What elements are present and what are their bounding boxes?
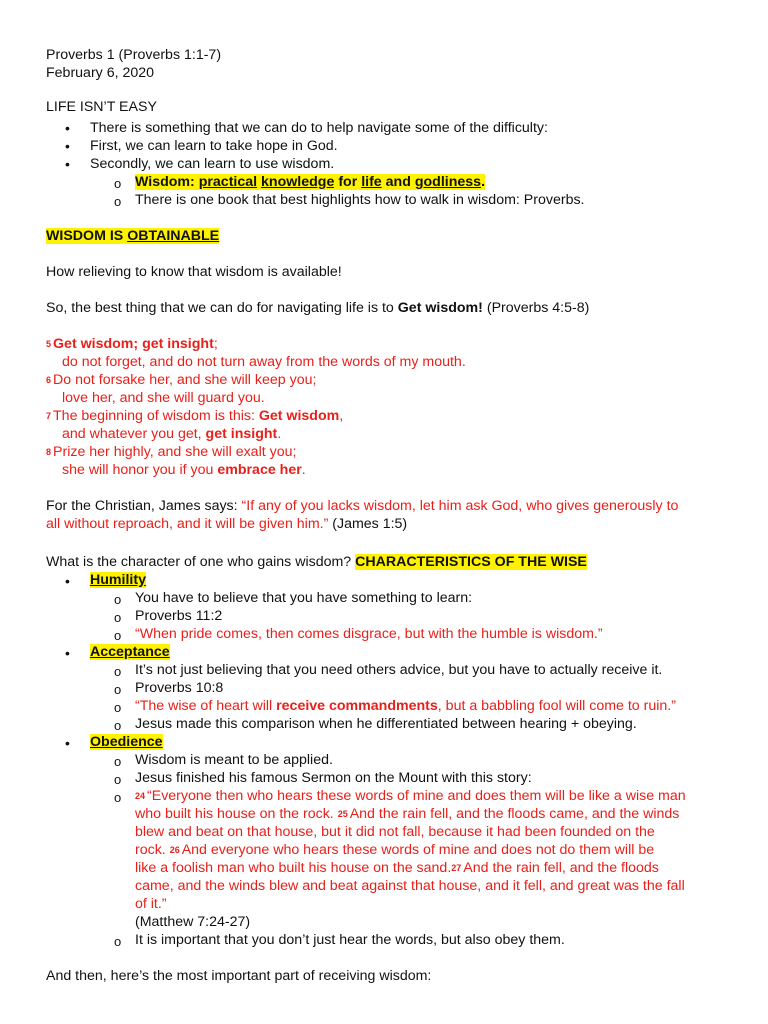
definition-word: . [481,174,486,190]
list-item: It is important that you don’t just hear the words, but also obey them. [135,932,565,948]
document-date: February 6, 2020 [46,65,155,81]
list-item: It’s not just believing that you need others advice, but you have to actually receive it. [135,662,663,678]
definition-word: for [338,174,358,190]
verse-line: 6 Do not forsake her, and she will keep you; [46,372,317,388]
james-quote-line: For the Christian, James says: “If any of you lacks wisdom, let him ask God, who gives generously to [46,498,679,514]
sub-bullet-icon [114,608,121,627]
definition-word: and [385,174,411,190]
section-heading-life: LIFE ISN’T EASY [46,99,157,115]
list-item: You have to believe that you have something to learn: [135,590,473,606]
sub-bullet-icon [114,680,121,699]
closing-paragraph: And then, here’s the most important part of receiving wisdom: [46,968,432,984]
definition-word: godliness [414,174,482,190]
matthew-reference: (Matthew 7:24-27) [135,914,251,930]
definition-word: Wisdom: [135,174,195,190]
matthew-quote-line: came, and the winds blew and beat against that house, and it fell, and great was the fall [135,878,685,894]
bullet-icon [65,644,70,662]
sub-bullet-icon [114,174,121,193]
matthew-quote-line: like a foolish man who built his house on the sand.27 And the rain fell, and the floods [135,860,659,876]
sub-bullet-icon [114,590,121,609]
list-item: Proverbs 11:2 [135,608,223,624]
bullet-icon [65,119,70,137]
verse-line: she will honor you if you embrace her. [62,462,306,478]
sub-bullet-icon [114,932,121,951]
verse-line: love her, and she will guard you. [62,390,265,406]
sub-bullet-icon [114,192,121,211]
verse-line: 8 Prize her highly, and she will exalt you; [46,444,297,460]
section-heading-characteristics: CHARACTERISTICS OF THE WISE [355,554,587,570]
verse-line: do not forget, and do not turn away from the words of my mouth. [62,354,466,370]
verse-line: 7 The beginning of wisdom is this: Get wisdom, [46,408,344,424]
trait-heading-acceptance: Acceptance [90,644,170,660]
bullet-icon [65,137,70,155]
list-item: Jesus made this comparison when he differentiated between hearing + obeying. [135,716,637,732]
bullet-icon [65,734,70,752]
document-title: Proverbs 1 (Proverbs 1:1-7) [46,47,222,63]
section-heading-obtainable: WISDOM IS OBTAINABLE [46,228,220,244]
sub-bullet-icon [114,662,121,681]
sub-bullet-icon [114,698,121,717]
sub-bullet-icon [114,788,121,807]
james-quote-line: all without reproach, and it will be given him.” (James 1:5) [46,516,408,532]
matthew-quote-line: 24 “Everyone then who hears these words of mine and does them will be like a wise man [135,788,686,804]
definition-word: practical [198,174,258,190]
bullet-icon [65,572,70,590]
wisdom-definition [135,173,485,191]
list-item: Proverbs 10:8 [135,680,224,696]
list-item: “When pride comes, then comes disgrace, but with the humble is wisdom.” [135,626,603,642]
verse-line: and whatever you get, get insight. [62,426,282,442]
bullet-icon [65,155,70,173]
characteristics-intro: What is the character of one who gains wisdom? CHARACTERISTICS OF THE WISE [46,554,587,570]
list-item: Jesus finished his famous Sermon on the Mount with this story: [135,770,532,786]
trait-heading-obedience: Obedience [90,734,163,750]
definition-word: knowledge [261,174,335,190]
trait-heading-humility: Humility [90,572,146,588]
sub-bullet-icon [114,752,121,771]
list-item: First, we can learn to take hope in God. [90,138,338,154]
definition-word: life [361,174,382,190]
paragraph: So, the best thing that we can do for navigating life is to Get wisdom! (Proverbs 4:5-8) [46,300,590,316]
verse-line: 5 Get wisdom; get insight; [46,336,218,352]
list-item: There is something that we can do to help navigate some of the difficulty: [90,120,548,136]
list-item: There is one book that best highlights how to walk in wisdom: Proverbs. [135,192,585,208]
matthew-quote-line: blew and beat on that house, but it did not fall, because it had been founded on the [135,824,655,840]
list-item: Secondly, we can learn to use wisdom. [90,156,335,172]
matthew-quote-line: who built his house on the rock. 25 And the rain fell, and the floods came, and the winds [135,806,680,822]
list-item: Wisdom is meant to be applied. [135,752,333,768]
matthew-quote-line: rock. 26 And everyone who hears these words of mine and does not do them will be [135,842,655,858]
list-item: “The wise of heart will receive commandments, but a babbling fool will come to ruin.” [135,698,676,714]
matthew-quote-line: of it.” [135,896,167,912]
paragraph: How relieving to know that wisdom is available! [46,264,342,280]
sub-bullet-icon [114,770,121,789]
